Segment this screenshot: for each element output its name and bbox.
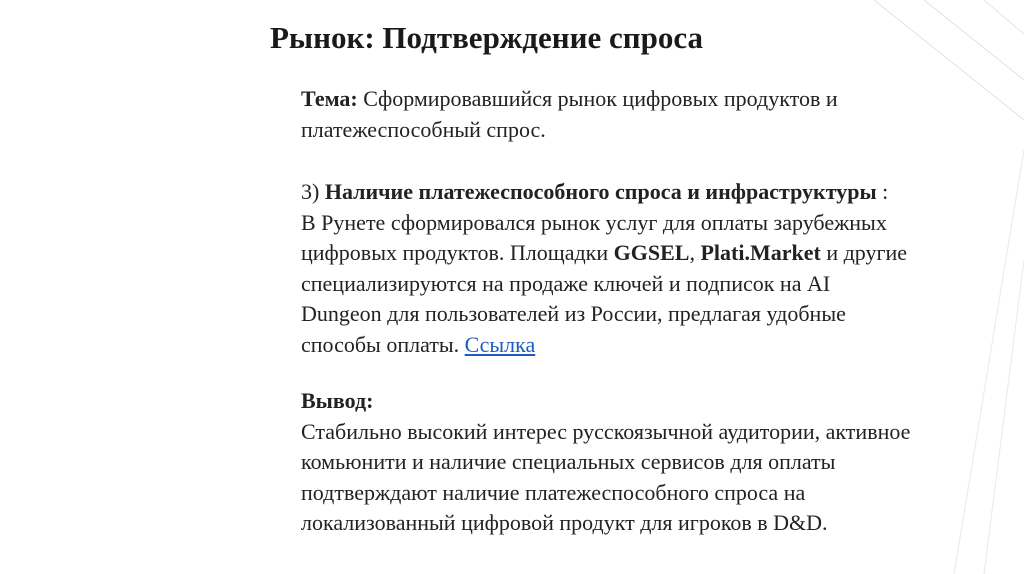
point-3-number: 3) — [301, 179, 325, 204]
conclusion-line-1: Стабильно высокий интерес русскоязычной аудитории, активное — [301, 418, 911, 444]
theme-line-2: платежеспособный спрос. — [301, 116, 546, 142]
page-title: Рынок: Подтверждение спроса — [270, 20, 703, 55]
conclusion-line-2: комьюнити и наличие специальных сервисов для оплаты — [301, 449, 836, 474]
theme-line-1 — [301, 84, 1016, 115]
conclusion-heading: Вывод: — [301, 388, 374, 413]
point-3-line-2-end: и другие — [820, 240, 908, 265]
conclusion-line-3: подтверждают наличие платежеспособного спроса на — [301, 479, 806, 505]
point-3-line-3: специализируются на продаже ключей и подписок на AI — [301, 270, 831, 296]
theme-label: Тема: — [301, 86, 358, 111]
conclusion-line-4: локализованный цифровой продукт для игроков в D&D. — [301, 510, 828, 535]
point-3-line-1: В Рунете сформировался рынок услуг для оплаты зарубежных — [301, 209, 887, 235]
brand-ggsel: GGSEL — [613, 240, 690, 265]
point-3-colon: : — [876, 179, 889, 204]
point-3-line-5 — [301, 330, 1016, 361]
point-3-line-4: Dungeon для пользователей из России, предлагая удобные — [301, 301, 846, 326]
brand-plati-market: Plati.Market — [700, 240, 821, 265]
point-3-line-2 — [301, 238, 1016, 269]
theme-text-1: Сформировавшийся рынок цифровых продуктов и — [357, 86, 838, 111]
slide-body — [301, 84, 1016, 539]
point-3-line-2-start: цифровых продуктов. Площадки — [301, 240, 614, 265]
point-3-heading-line — [301, 177, 1016, 208]
point-3-line-5-text: способы оплаты. — [301, 331, 465, 357]
source-link[interactable]: Ссылка — [464, 331, 536, 357]
conclusion-paragraph — [301, 386, 1016, 539]
brand-separator: , — [689, 240, 701, 265]
point-3-heading: Наличие платежеспособного спроса и инфраструктуры — [324, 179, 877, 204]
point-3-paragraph — [301, 177, 1016, 360]
theme-paragraph — [301, 84, 1016, 145]
